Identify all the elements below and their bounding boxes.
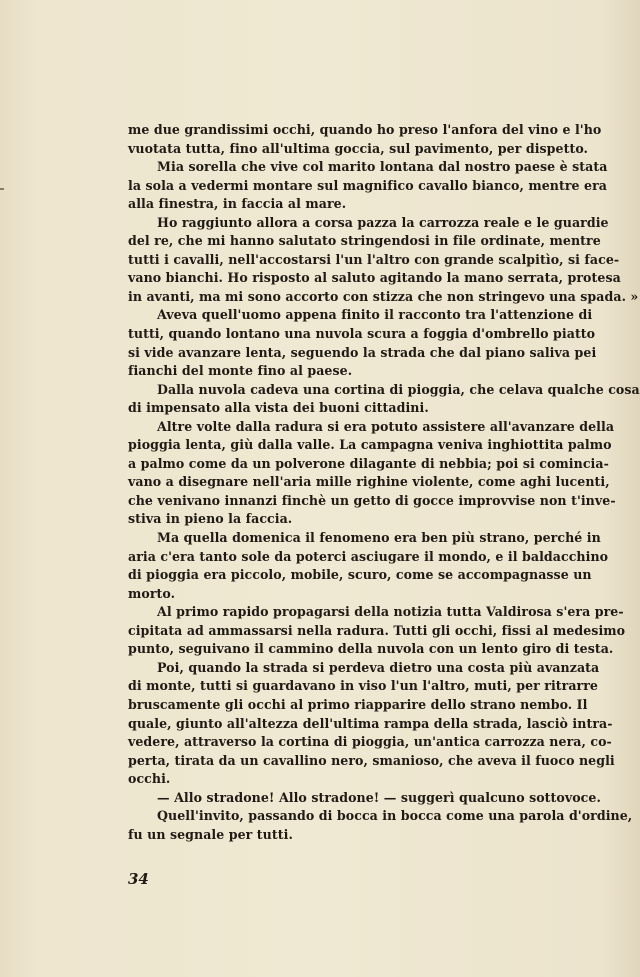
text-line: Ma quella domenica il fenomeno era ben più strano, perché in xyxy=(157,530,601,546)
text-line: pioggia lenta, giù dalla valle. La campagna veniva inghiottita palmo xyxy=(128,437,612,453)
text-line: punto, seguivano il cammino della nuvola con un lento giro di testa. xyxy=(128,641,614,657)
text-line: Ho raggiunto allora a corsa pazza la carrozza reale e le guardie xyxy=(157,214,609,230)
text-line: Altre volte dalla radura si era potuto assistere all'avanzare della xyxy=(157,418,615,434)
text-line: di pioggia era piccolo, mobile, scuro, come se accompagnasse un xyxy=(128,567,592,583)
text-line: morto. xyxy=(128,585,176,601)
text-line: Poi, quando la strada si perdeva dietro una costa più avanzata xyxy=(157,659,600,675)
text-line: di monte, tutti si guardavano in viso l'un l'altro, muti, per ritrarre xyxy=(128,678,598,694)
text-line: stiva in pieno la faccia. xyxy=(128,511,293,527)
text-line: fianchi del monte fino al paese. xyxy=(128,363,353,379)
text-line: Al primo rapido propagarsi della notizia tutta Valdirosa s'era pre- xyxy=(157,604,624,620)
text-line: vedere, attraverso la cortina di pioggia, un'antica carrozza nera, co- xyxy=(128,734,612,750)
text-line: Aveva quell'uomo appena finito il racconto tra l'attenzione di xyxy=(157,307,593,323)
text-line: tutti, quando lontano una nuvola scura a foggia d'ombrello piatto xyxy=(128,326,596,342)
text-line: la sola a vedermi montare sul magnifico cavallo bianco, mentre era xyxy=(128,177,608,193)
text-line: vano a disegnare nell'aria mille righine violente, come aghi lucenti, xyxy=(128,474,610,490)
text-line: a palmo come da un polverone dilagante di nebbia; poi si comincia- xyxy=(128,455,609,471)
text-line: tutti i cavalli, nell'accostarsi l'un l'altro con grande scalpitìo, si face- xyxy=(128,251,620,267)
text-line: di impensato alla vista dei buoni cittadini. xyxy=(128,400,429,416)
text-line: Quell'invito, passando di bocca in bocca come una parola d'ordine, xyxy=(157,808,633,824)
text-line: alla finestra, in faccia al mare. xyxy=(128,196,347,212)
text-line: bruscamente gli occhi al primo riapparire dello strano nembo. Il xyxy=(128,696,588,712)
edge-mark xyxy=(0,188,4,190)
text-line: del re, che mi hanno salutato stringendosi in file ordinate, mentre xyxy=(128,233,601,249)
text-line: vuotata tutta, fino all'ultima goccia, sul pavimento, per dispetto. xyxy=(128,140,588,156)
text-line: cipitata ad ammassarsi nella radura. Tutti gli occhi, fissi al medesimo xyxy=(128,622,626,638)
text-line: Mia sorella che vive col marito lontana dal nostro paese è stata xyxy=(157,159,608,175)
text-line: si vide avanzare lenta, seguendo la strada che dal piano saliva pei xyxy=(128,344,597,360)
body-text xyxy=(128,121,640,844)
text-line: che venivano innanzi finchè un getto di gocce improvvise non t'inve- xyxy=(128,492,616,508)
text-line: perta, tirata da un cavallino nero, smanioso, che aveva il fuoco negli xyxy=(128,752,615,768)
text-line: occhi. xyxy=(128,771,171,787)
page-number: 34 xyxy=(128,870,149,888)
text-line: in avanti, ma mi sono accorto con stizza che non stringevo una spada. » xyxy=(128,288,639,304)
text-line: aria c'era tanto sole da poterci asciugare il mondo, e il baldacchino xyxy=(128,548,609,564)
text-line: fu un segnale per tutti. xyxy=(128,826,293,842)
text-line: vano bianchi. Ho risposto al saluto agitando la mano serrata, protesa xyxy=(128,270,621,286)
text-line: me due grandissimi occhi, quando ho preso l'anfora del vino e l'ho xyxy=(128,122,602,137)
text-line: — Allo stradone! Allo stradone! — suggerì qualcuno sottovoce. xyxy=(157,789,601,805)
text-line: Dalla nuvola cadeva una cortina di pioggia, che celava qualche cosa xyxy=(157,381,640,397)
text-line: quale, giunto all'altezza dell'ultima rampa della strada, lasciò intra- xyxy=(128,715,613,731)
